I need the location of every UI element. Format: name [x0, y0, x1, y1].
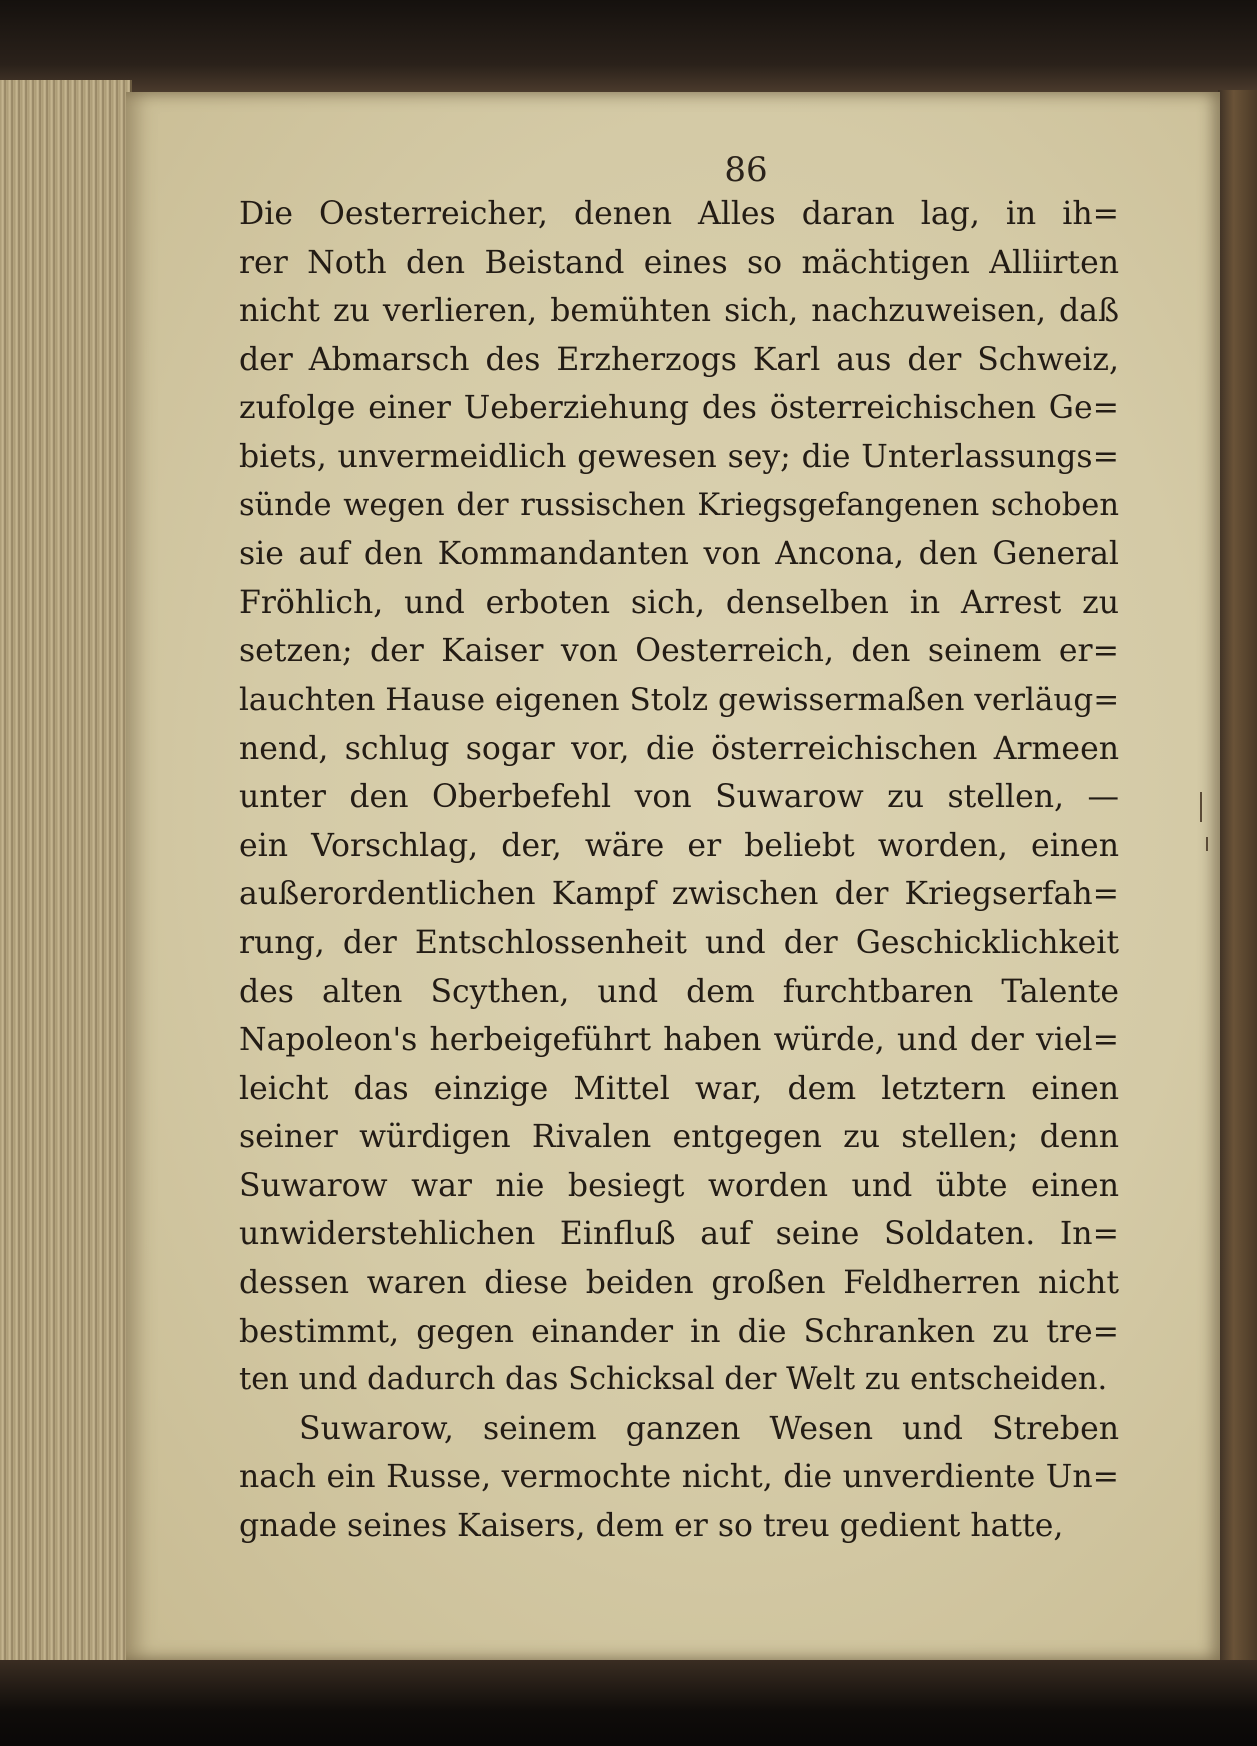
- text-line: Suwarow war nie besiegt worden und übte einen: [239, 1167, 1119, 1204]
- text-line: gnade seines Kaisers, dem er so treu gedient hatte,: [239, 1508, 1064, 1545]
- body-text: [239, 190, 1119, 1551]
- page-stack-right: [1218, 90, 1257, 1660]
- text-line: rung, der Entschlossenheit und der Geschicklichkeit: [239, 924, 1119, 961]
- text-line: dessen waren diese beiden großen Feldherren nicht: [239, 1265, 1119, 1302]
- text-line: leicht das einzige Mittel war, dem letztern einen: [239, 1070, 1119, 1107]
- text-line: ten und dadurch das Schicksal der Welt zu entscheiden.: [239, 1362, 1108, 1398]
- text-line: setzen; der Kaiser von Oesterreich, den seinem er=: [239, 633, 1119, 670]
- text-line: biets, unvermeidlich gewesen sey; die Unterlassungs=: [239, 438, 1119, 475]
- margin-mark: [1200, 792, 1202, 822]
- text-line: ein Vorschlag, der, wäre er beliebt worden, einen: [239, 827, 1119, 864]
- text-line: nach ein Russe, vermochte nicht, die unverdiente Un=: [239, 1459, 1119, 1496]
- text-line: rer Noth den Beistand eines so mächtigen Alliirten: [239, 244, 1119, 281]
- book-page: [126, 92, 1220, 1660]
- text-line: der Abmarsch des Erzherzogs Karl aus der Schweiz,: [239, 341, 1119, 378]
- text-line: Suwarow, seinem ganzen Wesen und Streben: [299, 1410, 1119, 1447]
- text-line: sünde wegen der russischen Kriegsgefangenen schoben: [239, 487, 1119, 523]
- text-line: lauchten Hause eigenen Stolz gewissermaßen verläug=: [239, 681, 1119, 718]
- text-line: des alten Scythen, und dem furchtbaren Talente: [239, 973, 1119, 1010]
- book-top-edge: [0, 0, 1257, 92]
- text-line: unwiderstehlichen Einfluß auf seine Soldaten. In=: [239, 1216, 1119, 1253]
- text-line: seiner würdigen Rivalen entgegen zu stellen; denn: [239, 1119, 1119, 1156]
- text-line: nicht zu verlieren, bemühten sich, nachzuweisen, daß: [239, 293, 1119, 330]
- margin-mark: [1206, 837, 1208, 851]
- page-number: 86: [724, 150, 768, 190]
- text-line: zufolge einer Ueberziehung des österreichischen Ge=: [239, 390, 1119, 427]
- text-line: bestimmt, gegen einander in die Schranken zu tre=: [239, 1313, 1119, 1350]
- text-line: unter den Oberbefehl von Suwarow zu stellen, —: [239, 779, 1119, 816]
- text-line: Die Oesterreicher, denen Alles daran lag, in ih=: [239, 196, 1119, 232]
- page-stack-left: [0, 80, 132, 1670]
- text-line: Fröhlich, und erboten sich, denselben in Arrest zu: [239, 584, 1119, 621]
- book-bottom-edge: [0, 1660, 1257, 1746]
- text-line: sie auf den Kommandanten von Ancona, den General: [239, 536, 1119, 573]
- text-line: nend, schlug sogar vor, die österreichischen Armeen: [239, 730, 1119, 767]
- text-line: Napoleon's herbeigeführt haben würde, und der viel=: [239, 1022, 1119, 1059]
- text-line: außerordentlichen Kampf zwischen der Kriegserfah=: [239, 876, 1119, 913]
